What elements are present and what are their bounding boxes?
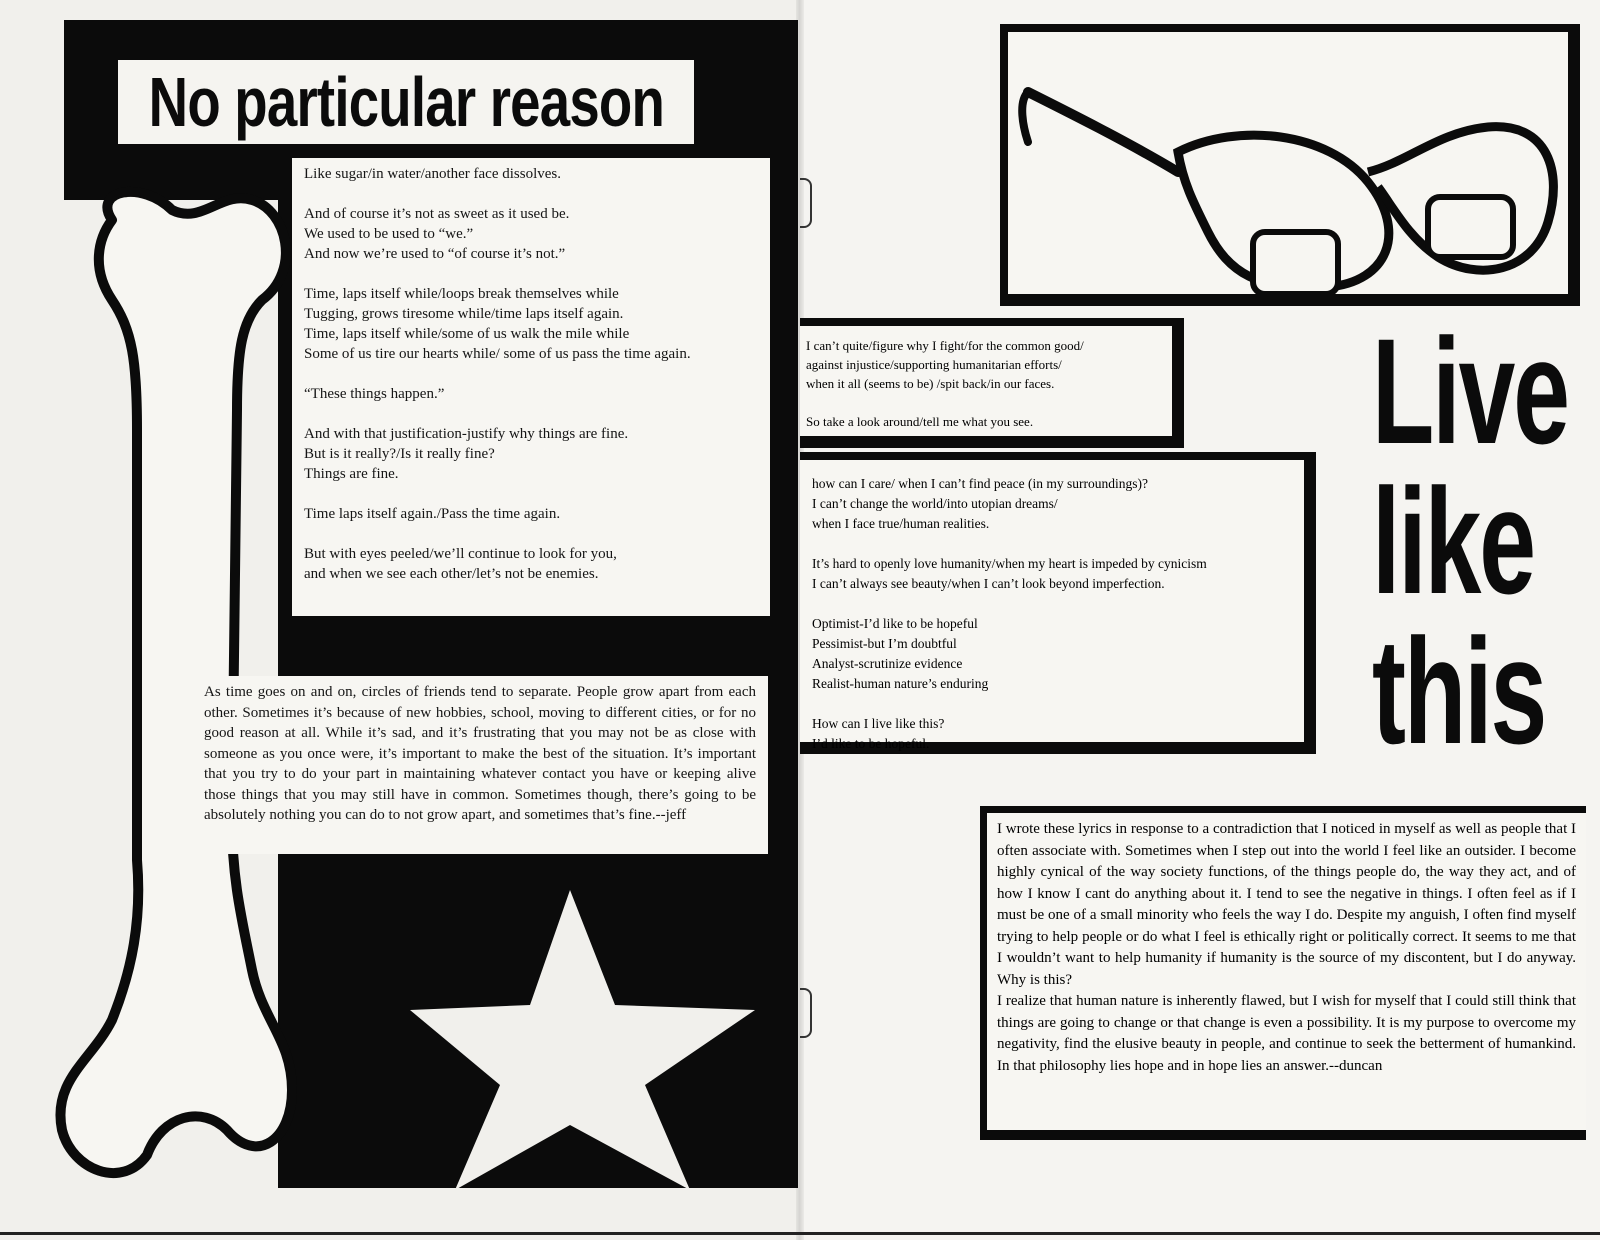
essay-text-duncan-2: I realize that human nature is inherently flawed, but I wish for myself that I could still think that things are going to change or that change is even a possibility. It is my purpose to overcome my negativity, find the elusive beauty in people, and continue to seek the betterment of humankind. In that philosophy lies hope and in hope lies an answer.--duncan: [997, 993, 1576, 1074]
lyric-stanza: [812, 474, 1304, 534]
lyric-line: Realist-human nature’s enduring: [812, 676, 989, 691]
star-illustration: [410, 870, 770, 1200]
poem-line: But is it really?/Is it really fine?: [304, 446, 495, 462]
staple-top: [800, 178, 812, 228]
poem-stanza: [304, 424, 770, 484]
essay-text-duncan: I wrote these lyrics in response to a contradiction that I noticed in myself as well as people that I often associate with. Sometimes when I step out into the world I feel like an outsider. I become highly cynical of the way society functions, of the things people do, the way they act, and of how I know I cant do anything about it. I tend to see the negative in things. I often feel as if I must be one of a small minority who feels the way I do. Despite my anguish, I often find myself trying to help people or do what I feel is ethically right or politically correct. It seems to me that I wouldn’t want to help humanity if humanity is the source of my discontent, but I do anyway. Why is this?: [997, 821, 1576, 988]
poem-box: [292, 158, 770, 616]
poem-stanza: [304, 544, 770, 584]
poem-stanza: [304, 384, 770, 404]
poem-stanza: [304, 284, 770, 364]
lyric-stanza: [812, 714, 1304, 754]
poem-line: Like sugar/in water/another face dissolves.: [304, 166, 561, 182]
title-box: [118, 60, 694, 144]
essay-box-jeff: [192, 676, 768, 854]
poem-stanza: [304, 164, 770, 184]
lyric-line: It’s hard to openly love humanity/when my heart is impeded by cynicism: [812, 556, 1207, 571]
scan-edge: [0, 1232, 1600, 1235]
lyric-line: against injustice/supporting humanitarian efforts/: [806, 357, 1062, 372]
lyric-stanza: [812, 554, 1304, 594]
poem-line: “These things happen.”: [304, 386, 445, 402]
essay-text-jeff: As time goes on and on, circles of friends tend to separate. People grow apart from each other. Sometimes it’s because of new hobbies, school, moving to different cities, or for no good reason at all. While it’s sad, and it’s frustrating that you may not be as close with someone as you once were, it’s important to make the best of the situation. It’s important that you try to do your part in maintaining whatever contact you have or keeping alive those things that you may still have in common. Sometimes though, there’s going to be absolutely nothing you can do to not grow apart, and sometimes that’s fine.--jeff: [204, 684, 756, 823]
poem-line: And with that justification-justify why things are fine.: [304, 426, 629, 442]
headline-word-this: this: [1372, 607, 1546, 775]
lyrics-box-2: [800, 452, 1316, 754]
lyric-line: So take a look around/tell me what you see.: [806, 414, 1034, 429]
poem-line: Time, laps itself while/loops break themselves while: [304, 286, 619, 302]
glasses-frame: [1000, 24, 1580, 306]
lyric-line: Analyst-scrutinize evidence: [812, 656, 963, 671]
lyric-line: I’d like to be hopeful.: [812, 736, 930, 751]
page-title: No particular reason: [148, 63, 664, 141]
headline-word-like: like: [1372, 457, 1534, 625]
lyric-line: I can’t always see beauty/when I can’t look beyond imperfection.: [812, 576, 1165, 591]
lyric-line: Optimist-I’d like to be hopeful: [812, 616, 978, 631]
poem-line: But with eyes peeled/we’ll continue to look for you,: [304, 546, 617, 562]
essay-box-duncan: [980, 806, 1586, 1140]
lyric-line: How can I live like this?: [812, 716, 945, 731]
poem-line: We used to be used to “we.”: [304, 226, 474, 242]
poem-line: and when we see each other/let’s not be enemies.: [304, 566, 599, 582]
lyric-stanza: [812, 614, 1304, 694]
lyric-line: how can I care/ when I can’t find peace (in my surroundings)?: [812, 476, 1148, 491]
headline-word-live: Live: [1372, 307, 1568, 475]
lyric-line: I can’t change the world/into utopian dreams/: [812, 496, 1058, 511]
staple-bottom: [800, 988, 812, 1038]
poem-stanza: [304, 204, 770, 264]
poem-line: Tugging, grows tiresome while/time laps itself again.: [304, 306, 624, 322]
poem-line: Time, laps itself while/some of us walk the mile while: [304, 326, 630, 342]
lyric-line: I can’t quite/figure why I fight/for the common good/: [806, 338, 1084, 353]
poem-line: Things are fine.: [304, 466, 399, 482]
lyric-line: when it all (seems to be) /spit back/in our faces.: [806, 376, 1055, 391]
poem-line: And of course it’s not as sweet as it used be.: [304, 206, 570, 222]
poem-line: And now we’re used to “of course it’s not.”: [304, 246, 566, 262]
lyric-line: [806, 393, 1172, 412]
poem-line: Time laps itself again./Pass the time again.: [304, 506, 561, 522]
lyric-line: when I face true/human realities.: [812, 516, 990, 531]
poem-line: Some of us tire our hearts while/ some of us pass the time again.: [304, 346, 691, 362]
glasses-illustration: [1008, 32, 1568, 294]
poem-stanza: [304, 504, 770, 524]
lyric-line: Pessimist-but I’m doubtful: [812, 636, 957, 651]
lyrics-box-1: [800, 318, 1184, 448]
